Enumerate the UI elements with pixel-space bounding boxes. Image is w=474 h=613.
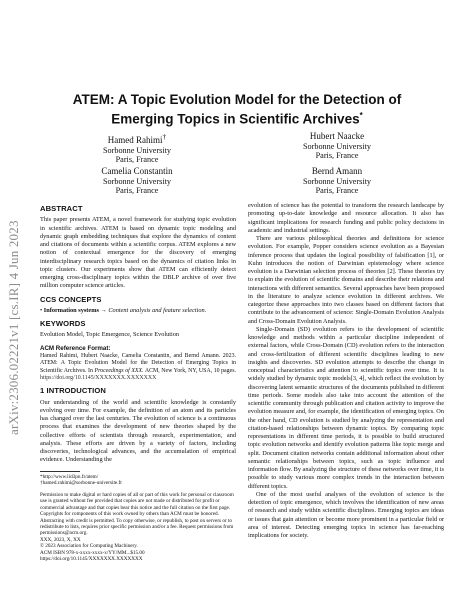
author-affiliation: Sorbonne University bbox=[103, 145, 171, 155]
author-location: Paris, France bbox=[315, 186, 359, 196]
left-column bbox=[40, 200, 236, 563]
footnote-title-url[interactable]: *http://www.lid3pn.fr/atem/ bbox=[40, 473, 99, 480]
paper-title bbox=[40, 92, 434, 128]
author-location: Paris, France bbox=[115, 186, 159, 196]
intro-paragraph-3: Single-Domain (SD) evolution refers to the development of scientific knowledge and methods within a particular discipline independent of external factors, while Cross-Domain (CD) evolution refers to the interaction and cross-fertilization of different scientific disciplines leading to new insights and discoveries. SD evolution attempts to describe the change in conceptual characteristics and attention to scientific topics over time. It is widely studied by dynamic topic models[3, 4], which reflect the evolution by discovering latent semantic structures of the documents published in different time periods. Some models also take into account the attention of the scientific community through publication and citation activity to improve the evolution measure and, for example, the identification of emerging topics. On the other hand, CD evolution is studied by analyzing the representation and citation-based relationships between dynamic topics. By comparing topic representations in different time periods, it is possible to build structured topic evolution networks and identify evolution patterns like topic merge and split. Document citation networks contain additional information about other semantic relationships between topics, such as topic influence and information flow. By analyzing the structure of these networks over time, it is possible to study various more complex trends in the interaction between different topics. bbox=[248, 325, 444, 490]
author-block-4 bbox=[262, 167, 412, 196]
author-location: Paris, France bbox=[315, 151, 359, 161]
ccs-arrow: → bbox=[100, 306, 107, 314]
abstract-heading: ABSTRACT bbox=[40, 204, 83, 213]
footnote-author-email[interactable]: †hamed.rahimi@sorbonne-universite.fr bbox=[40, 479, 122, 486]
author-name: Hubert Naacke bbox=[309, 131, 365, 141]
conference-info: XXX, 2023, X, XX bbox=[40, 536, 81, 543]
author-affiliation: Sorbonne University bbox=[303, 176, 371, 186]
reference-format-text bbox=[40, 353, 236, 383]
title-footnote-mark: * bbox=[359, 111, 363, 120]
keywords-text: Evolution Model, Topic Emergence, Science Evolution bbox=[40, 331, 180, 339]
permission-block bbox=[40, 492, 236, 562]
ccs-bullet: • bbox=[40, 306, 43, 314]
arxiv-identifier-stamp bbox=[4, 175, 26, 435]
copyright-line: © 2023 Association for Computing Machinery. bbox=[40, 543, 138, 550]
author-name: Bernd Amann bbox=[311, 166, 363, 176]
author-block-3 bbox=[62, 167, 212, 196]
reference-format-publisher: ACM, New York, NY, USA, 10 pages. bbox=[144, 367, 236, 374]
right-column bbox=[248, 202, 444, 540]
arxiv-identifier-text: arXiv:2306.02221v1 [cs.IR] 4 Jun 2023 bbox=[6, 220, 21, 435]
author-name: Camelia Constantin bbox=[101, 166, 173, 176]
intro-paragraph-2: There are various philosophical theories and definitions for science evolution. For example, Popper considers science evolution as a Bayesian inference process that updates the logical possibility of falsification [1], or Kuhn introduces the notion of Darwinian epistemology where science evolution is a Darwinian selection process of theories [2]. These theories try to explain the evolution of scientific domains and describe their relations and interactions with different semantics. Several approaches have been proposed in the literature to analyze science evolution in different archives. We categorize these approaches into two classes based on different factors that contribute to the advancement of science: Single-Domain Evolution Analysis and Cross-Domain Evolution Analysis. bbox=[248, 235, 444, 325]
author-block-2 bbox=[262, 132, 412, 161]
footnote-rule bbox=[40, 471, 80, 472]
reference-format-body: Hamed Rahimi, Hubert Naacke, Camelia Constantin, and Bernd Amann. 2023. ATEM: A Topic Evolution Model for the Detection of Emerging Topics in Scientific Archives. In bbox=[40, 352, 236, 374]
ccs-concepts bbox=[40, 307, 236, 315]
author-affiliation: Sorbonne University bbox=[103, 176, 171, 186]
keywords-heading: KEYWORDS bbox=[40, 319, 86, 328]
permission-doi-link[interactable]: https://doi.org/10.1145/XXXXXXX.XXXXXXX bbox=[40, 556, 143, 563]
permission-text: Permission to make digital or hard copies of all or part of this work for personal or classroom use is granted without fee provided that copies are not made or distributed for profit or commercial advantage and that copies bear this notice and the full citation on the first page. Copyrights for components of this work owned by others than ACM must be honored. Abstracting with credit is permitted. To copy otherwise, or republish, to post on servers or to redistribute to lists, requires prior specific permission and/or a fee. Request permissions from permissions@acm.org. bbox=[40, 492, 234, 537]
author-location: Paris, France bbox=[115, 155, 159, 165]
ccs-main-concept: Information systems bbox=[43, 306, 99, 314]
reference-format-venue: Proceedings of XXX. bbox=[94, 367, 144, 374]
introduction-heading: 1 INTRODUCTION bbox=[40, 386, 106, 396]
author-affiliation: Sorbonne University bbox=[303, 141, 371, 151]
introduction-text: Our understanding of the world and scientific knowledge is constantly evolving over time. For example, the definition of an atom and its particles has changed over the last centuries. The evolution of science is a continuous process that examines the development of new theories shaped by the collective efforts of scientists through research, experimentation, and analysis. These efforts are driven by a variety of factors, including discoveries, technological advances, and the accumulation of empirical evidence. Understanding the bbox=[40, 398, 236, 464]
author-block-1 bbox=[62, 132, 212, 165]
isbn-line: ACM ISBN 978-x-xxxx-xxxx-x/YY/MM...$15.00 bbox=[40, 549, 145, 556]
intro-paragraph-4: One of the most useful analyses of the evolution of science is the detection of topic emergence, which involves the identification of new areas of research and study within scientific disciplines. Emerging topics are ideas or issues that gain attention or become more prominent in a particular field or area of interest. Detecting emerging topics in science has far-reaching implications for society. bbox=[248, 490, 444, 539]
title-line-2: Emerging Topics in Scientific Archives bbox=[111, 111, 360, 127]
ccs-heading: CCS CONCEPTS bbox=[40, 294, 102, 304]
author-mark: † bbox=[162, 132, 167, 141]
reference-format-heading: ACM Reference Format: bbox=[40, 344, 111, 352]
reference-doi-link[interactable]: https://doi.org/10.1145/XXXXXXX.XXXXXXX bbox=[40, 374, 157, 381]
intro-paragraph-1: evolution of science has the potential to transform the research landscape by promoting up-to-date knowledge and resource allocation. It also has significant implications for research funding and public policy decisions in academic and industrial settings. bbox=[248, 202, 444, 234]
author-name: Hamed Rahimi bbox=[107, 135, 163, 145]
title-line-1: ATEM: A Topic Evolution Model for the Detection of bbox=[72, 92, 402, 107]
ccs-sub-concept: Content analysis and feature selection. bbox=[108, 306, 207, 314]
abstract-text: This paper presents ATEM, a novel framework for studying topic evolution in scientific archives. ATEM is based on dynamic topic modeling and dynamic graph embedding techniques that explore the dynamics of content and citations of documents within a scientific corpus. ATEM explores a new notion of contextual emergence for the discovery of emerging interdisciplinary research topics based on the dynamics of citation links in topic clusters. Our experiments show that ATEM can efficiently detect emerging cross-disciplinary topics within the DBLP archive of over five million computer science articles. bbox=[40, 216, 236, 290]
